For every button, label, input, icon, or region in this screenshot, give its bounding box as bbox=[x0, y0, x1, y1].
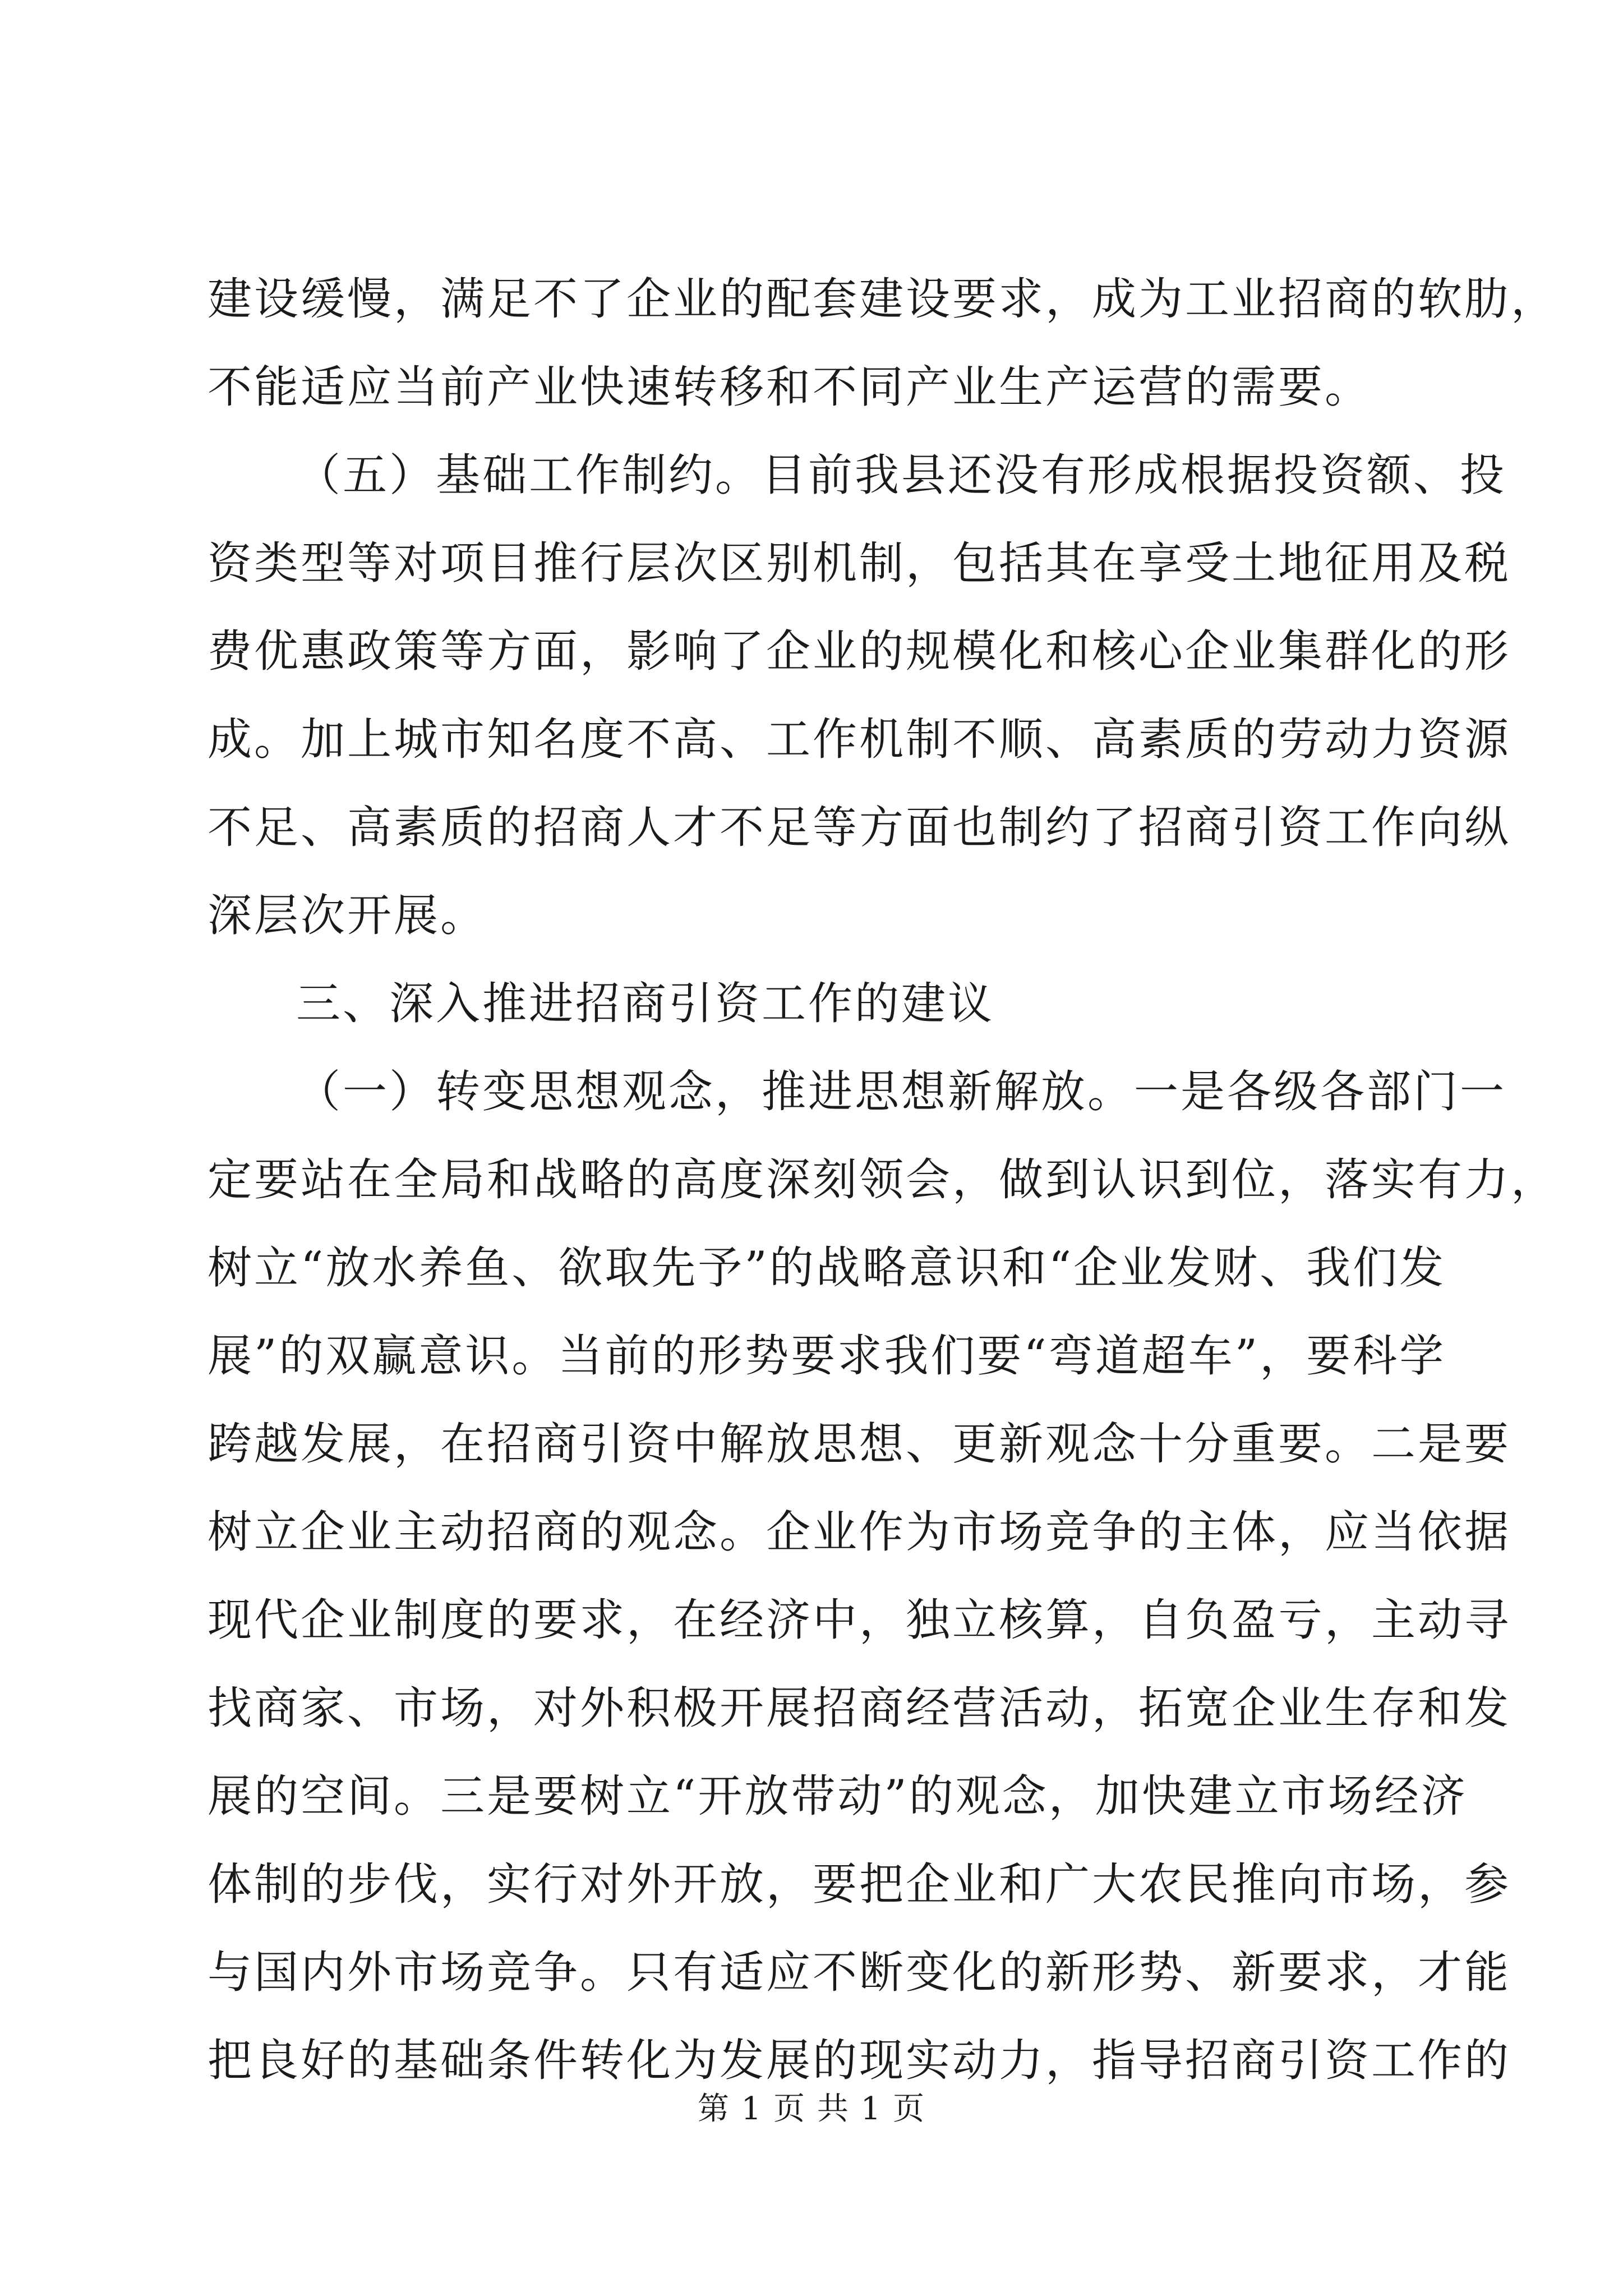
text-line: 深层次开展。 bbox=[208, 890, 487, 941]
text-line: 找商家、市场，对外积极开展招商经营活动，拓宽企业生存和发 bbox=[208, 1682, 1511, 1734]
document-body bbox=[208, 255, 1557, 2105]
text-line: 费优惠政策等方面，影响了企业的规模化和核心企业集群化的形 bbox=[208, 625, 1511, 677]
text-line: 建设缓慢，满足不了企业的配套建设要求，成为工业招商的软肋， bbox=[208, 273, 1557, 325]
section-heading: 三、深入推进招商引资工作的建议 bbox=[296, 978, 994, 1029]
text-line: 资类型等对项目推行层次区别机制，包括其在享受土地征用及税 bbox=[208, 537, 1511, 589]
text-line: 不能适应当前产业快速转移和不同产业生产运营的需要。 bbox=[208, 361, 1371, 413]
text-line: 树立“放水养鱼、欲取先予”的战略意识和“企业发财、我们发 bbox=[208, 1242, 1446, 1294]
text-line: 展”的双赢意识。当前的形势要求我们要“弯道超车”，要科学 bbox=[208, 1330, 1446, 1382]
text-line: 展的空间。三是要树立“开放带动”的观念，加快建立市场经济 bbox=[208, 1770, 1468, 1822]
text-line: 现代企业制度的要求，在经济中，独立核算，自负盈亏，主动寻 bbox=[208, 1594, 1511, 1646]
text-line: 跨越发展，在招商引资中解放思想、更新观念十分重要。二是要 bbox=[208, 1418, 1511, 1470]
text-line: 定要站在全局和战略的高度深刻领会，做到认识到位，落实有力， bbox=[208, 1154, 1557, 1205]
paragraph-start-line: （五）基础工作制约。目前我县还没有形成根据投资额、投 bbox=[296, 449, 1506, 501]
text-line: 体制的步伐，实行对外开放，要把企业和广大农民推向市场，参 bbox=[208, 1858, 1511, 1910]
text-line: 把良好的基础条件转化为发展的现实动力，指导招商引资工作的 bbox=[208, 2035, 1511, 2086]
text-line: 与国内外市场竞争。只有适应不断变化的新形势、新要求，才能 bbox=[208, 1947, 1511, 1998]
text-line: 树立企业主动招商的观念。企业作为市场竞争的主体，应当依据 bbox=[208, 1506, 1511, 1558]
paragraph-start-line: （一）转变思想观念，推进思想新解放。一是各级各部门一 bbox=[296, 1066, 1506, 1117]
text-line: 成。加上城市知名度不高、工作机制不顺、高素质的劳动力资源 bbox=[208, 714, 1511, 765]
page-number-footer: 第 1 页 共 1 页 bbox=[697, 2091, 926, 2127]
text-line: 不足、高素质的招商人才不足等方面也制约了招商引资工作向纵 bbox=[208, 802, 1511, 853]
